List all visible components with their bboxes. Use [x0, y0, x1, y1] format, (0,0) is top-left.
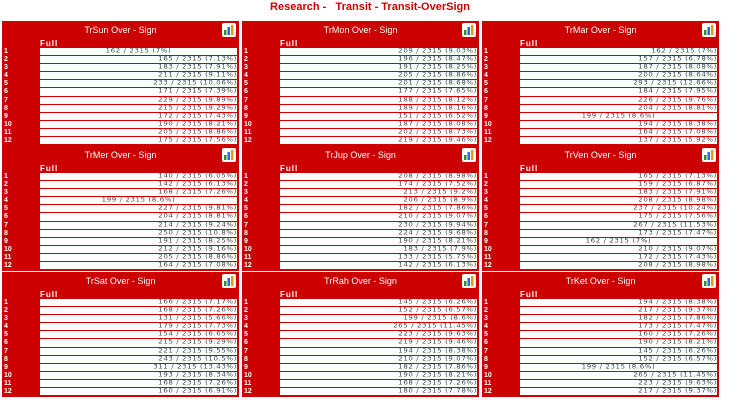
- table-row: [2, 388, 239, 396]
- row-number: 10: [484, 120, 492, 128]
- cell-value: 233 / 2315 (10.06%): [153, 79, 237, 87]
- row-number: 5: [4, 80, 8, 88]
- cell-value: 221 / 2315 (9.55%): [158, 346, 237, 354]
- table-row: [482, 262, 719, 270]
- row-number: 5: [244, 331, 248, 339]
- value-cell: [280, 388, 477, 396]
- panel-subheader: Full: [40, 164, 59, 173]
- cell-value: 190 / 2315 (8.21%): [158, 119, 237, 128]
- panel-title: TrVen Over - Sign: [564, 150, 637, 160]
- panel-3: [482, 21, 719, 146]
- row-number: 1: [484, 173, 488, 180]
- panel-title: TrSun Over - Sign: [84, 25, 157, 35]
- row-number: 9: [244, 363, 248, 371]
- cell-value: 180 / 2315 (7.78%): [398, 387, 477, 395]
- row-number: 1: [4, 299, 8, 306]
- row-number: 6: [4, 88, 8, 96]
- cell-value: 243 / 2315 (10.5%): [158, 354, 237, 362]
- cell-value: 187 / 2315 (8.08%): [398, 119, 477, 128]
- row-number: 9: [4, 237, 8, 245]
- value-cell: [520, 388, 717, 396]
- cell-value: 213 / 2315 (9.2%): [403, 188, 477, 196]
- row-number: 7: [244, 347, 248, 355]
- row-number: 2: [244, 307, 248, 315]
- row-number: 10: [244, 120, 252, 128]
- row-number: 8: [244, 229, 248, 237]
- row-number: 4: [4, 323, 8, 331]
- cell-value: 133 / 2315 (5.75%): [398, 253, 477, 261]
- cell-value: 202 / 2315 (8.73%): [398, 128, 477, 136]
- row-number: 3: [244, 315, 248, 323]
- panel-rows: [242, 173, 479, 270]
- row-number: 11: [244, 253, 252, 261]
- cell-value: 265 / 2315 (11.45%): [393, 322, 477, 330]
- panel-6: [482, 146, 719, 271]
- cell-value: 226 / 2315 (9.76%): [638, 95, 717, 103]
- cell-value: 205 / 2315 (8.86%): [158, 128, 237, 136]
- row-number: 5: [484, 80, 488, 88]
- cell-value: 223 / 2315 (9.63%): [398, 330, 477, 338]
- row-number: 12: [4, 137, 12, 145]
- row-number: 12: [244, 388, 252, 396]
- cell-value: 164 / 2315 (7.08%): [638, 128, 717, 136]
- cell-value: 199 / 2315 (8.6%): [581, 111, 656, 120]
- panel-rows: [242, 299, 479, 396]
- panel-8: [242, 272, 479, 397]
- panel-title: TrMar Over - Sign: [564, 25, 637, 35]
- row-number: 9: [4, 112, 8, 120]
- table-row: [2, 262, 239, 270]
- row-number: 11: [4, 253, 12, 261]
- panel-title: TrJup Over - Sign: [325, 150, 396, 160]
- cell-value: 140 / 2315 (6.05%): [158, 172, 237, 180]
- row-number: 4: [244, 197, 248, 205]
- cell-value: 183 / 2315 (7.91%): [158, 63, 237, 71]
- row-number: 2: [244, 181, 248, 189]
- row-number: 11: [244, 379, 252, 387]
- row-number: 10: [484, 371, 492, 379]
- cell-value: 196 / 2315 (8.47%): [398, 55, 477, 63]
- panel-subheader: Full: [40, 290, 59, 299]
- cell-value: 168 / 2315 (7.26%): [158, 379, 237, 387]
- cell-value: 142 / 2315 (6.13%): [398, 261, 477, 269]
- row-number: 12: [4, 262, 12, 270]
- cell-value: 157 / 2315 (6.78%): [638, 55, 717, 63]
- row-number: 7: [484, 96, 488, 104]
- cell-value: 199 / 2315 (8.6%): [101, 196, 176, 204]
- row-number: 12: [484, 262, 492, 270]
- row-number: 1: [244, 173, 248, 180]
- bar-chart-icon[interactable]: [222, 148, 236, 162]
- row-number: 10: [244, 245, 252, 253]
- cell-value: 171 / 2315 (7.39%): [158, 87, 237, 95]
- panel-title: TrMon Over - Sign: [323, 25, 398, 35]
- cell-value: 237 / 2315 (10.24%): [633, 204, 717, 212]
- row-number: 4: [4, 197, 8, 205]
- cell-value: 204 / 2315 (8.81%): [158, 212, 237, 220]
- row-number: 5: [484, 205, 488, 213]
- cell-value: 193 / 2315 (8.34%): [158, 370, 237, 379]
- cell-value: 199 / 2315 (8.6%): [581, 362, 656, 371]
- row-number: 6: [484, 88, 488, 96]
- row-number: 9: [4, 363, 8, 371]
- panel-4: [2, 146, 239, 271]
- table-row: [482, 388, 719, 396]
- row-number: 12: [4, 388, 12, 396]
- cell-value: 293 / 2315 (12.66%): [633, 79, 717, 87]
- cell-value: 160 / 2315 (6.91%): [158, 387, 237, 395]
- row-number: 4: [484, 197, 488, 205]
- row-number: 2: [244, 56, 248, 64]
- cell-value: 267 / 2315 (11.53%): [633, 220, 717, 228]
- row-number: 3: [484, 189, 488, 197]
- row-number: 12: [484, 388, 492, 396]
- panel-rows: [2, 173, 239, 270]
- row-number: 11: [4, 379, 12, 387]
- cell-value: 201 / 2315 (8.68%): [398, 79, 477, 87]
- row-number: 6: [484, 213, 488, 221]
- cell-value: 152 / 2315 (6.57%): [638, 354, 717, 362]
- row-number: 12: [244, 262, 252, 270]
- row-number: 10: [4, 120, 12, 128]
- panel-rows: [482, 299, 719, 396]
- row-number: 9: [484, 237, 488, 245]
- cell-value: 174 / 2315 (7.52%): [398, 180, 477, 188]
- row-number: 6: [484, 339, 488, 347]
- cell-value: 131 / 2315 (5.66%): [158, 314, 237, 322]
- row-number: 8: [4, 229, 8, 237]
- row-number: 10: [244, 371, 252, 379]
- cell-value: 162 / 2315 (7%): [105, 47, 172, 55]
- table-row: [482, 137, 719, 145]
- panel-subheader: Full: [280, 164, 299, 173]
- row-number: 11: [4, 128, 12, 136]
- cell-value: 142 / 2315 (6.13%): [158, 180, 237, 188]
- row-number: 8: [244, 355, 248, 363]
- cell-value: 190 / 2315 (8.21%): [398, 236, 477, 245]
- cell-value: 190 / 2315 (8.21%): [398, 370, 477, 379]
- cell-value: 215 / 2315 (9.29%): [158, 338, 237, 346]
- cell-value: 182 / 2315 (7.86%): [638, 314, 717, 322]
- row-number: 4: [484, 323, 488, 331]
- row-number: 3: [4, 189, 8, 197]
- value-cell: [40, 137, 237, 145]
- cell-value: 204 / 2315 (8.81%): [638, 103, 717, 111]
- cell-value: 165 / 2315 (7.13%): [158, 55, 237, 63]
- value-cell: [40, 388, 237, 396]
- table-row: [242, 262, 479, 270]
- cell-value: 191 / 2315 (8.25%): [158, 236, 237, 245]
- panel-title: TrKet Over - Sign: [565, 276, 636, 286]
- cell-value: 208 / 2315 (8.98%): [638, 261, 717, 269]
- row-number: 7: [484, 347, 488, 355]
- row-number: 1: [484, 48, 488, 55]
- page-title: Research - Transit - Transit-OverSign: [270, 1, 470, 13]
- row-number: 3: [484, 315, 488, 323]
- cell-value: 189 / 2315 (8.16%): [398, 103, 477, 111]
- row-number: 5: [244, 205, 248, 213]
- panel-title: TrRah Over - Sign: [324, 276, 397, 286]
- bar-chart-icon[interactable]: [222, 274, 236, 288]
- bar-chart-icon[interactable]: [462, 148, 476, 162]
- cell-value: 212 / 2315 (9.16%): [158, 244, 237, 253]
- panel-rows: [482, 173, 719, 270]
- row-number: 1: [4, 173, 8, 180]
- row-number: 6: [244, 213, 248, 221]
- row-number: 8: [244, 104, 248, 112]
- cell-value: 172 / 2315 (7.43%): [638, 253, 717, 261]
- panel-1: [2, 21, 239, 146]
- row-number: 6: [4, 213, 8, 221]
- cell-value: 210 / 2315 (9.07%): [398, 354, 477, 362]
- value-cell: [280, 262, 477, 270]
- row-number: 7: [484, 221, 488, 229]
- cell-value: 182 / 2315 (7.86%): [398, 362, 477, 371]
- row-number: 4: [244, 323, 248, 331]
- cell-value: 166 / 2315 (7.17%): [158, 298, 237, 306]
- row-number: 6: [244, 339, 248, 347]
- cell-value: 145 / 2315 (6.26%): [638, 346, 717, 354]
- cell-value: 165 / 2315 (7.13%): [638, 172, 717, 180]
- row-number: 6: [244, 88, 248, 96]
- cell-value: 160 / 2315 (7.26%): [638, 330, 717, 338]
- cell-value: 214 / 2315 (9.24%): [158, 220, 237, 228]
- row-number: 4: [4, 72, 8, 80]
- row-number: 7: [244, 221, 248, 229]
- row-number: 10: [4, 371, 12, 379]
- cell-value: 159 / 2315 (6.87%): [638, 180, 717, 188]
- row-number: 9: [484, 112, 488, 120]
- row-number: 2: [484, 307, 488, 315]
- cell-value: 250 / 2315 (10.8%): [158, 228, 237, 236]
- panel-subheader: Full: [520, 290, 539, 299]
- cell-value: 184 / 2315 (7.95%): [638, 87, 717, 95]
- cell-value: 217 / 2315 (9.37%): [638, 387, 717, 395]
- row-number: 3: [4, 315, 8, 323]
- row-number: 1: [244, 299, 248, 306]
- cell-value: 168 / 2315 (7.26%): [158, 188, 237, 196]
- bar-chart-icon[interactable]: [702, 274, 716, 288]
- cell-value: 230 / 2315 (9.94%): [398, 220, 477, 228]
- value-cell: [520, 262, 717, 270]
- panel-subheader: Full: [280, 290, 299, 299]
- bar-chart-icon[interactable]: [462, 23, 476, 37]
- cell-value: 175 / 2315 (7.56%): [638, 212, 717, 220]
- row-number: 8: [484, 355, 488, 363]
- panel-rows: [482, 48, 719, 145]
- cell-value: 175 / 2315 (7.56%): [158, 136, 237, 144]
- panel-subheader: Full: [520, 39, 539, 48]
- row-number: 4: [244, 72, 248, 80]
- row-number: 7: [4, 96, 8, 104]
- cell-value: 210 / 2315 (9.07%): [398, 212, 477, 220]
- cell-value: 217 / 2315 (9.37%): [638, 306, 717, 314]
- panel-title: TrSat Over - Sign: [85, 276, 156, 286]
- row-number: 3: [484, 64, 488, 72]
- row-number: 8: [484, 104, 488, 112]
- cell-value: 187 / 2315 (8.08%): [638, 63, 717, 71]
- row-number: 12: [244, 137, 252, 145]
- row-number: 9: [244, 112, 248, 120]
- cell-value: 183 / 2315 (7.91%): [638, 188, 717, 196]
- row-number: 8: [4, 104, 8, 112]
- cell-value: 194 / 2315 (8.38%): [398, 346, 477, 354]
- row-number: 9: [244, 237, 248, 245]
- cell-value: 208 / 2315 (8.98%): [398, 172, 477, 180]
- cell-value: 219 / 2315 (9.46%): [398, 136, 477, 144]
- row-number: 11: [244, 128, 252, 136]
- row-number: 2: [484, 56, 488, 64]
- cell-value: 151 / 2315 (6.52%): [398, 111, 477, 120]
- cell-value: 265 / 2315 (11.45%): [633, 370, 717, 379]
- row-number: 11: [484, 128, 492, 136]
- panel-9: [482, 272, 719, 397]
- cell-value: 205 / 2315 (8.86%): [158, 253, 237, 261]
- row-number: 12: [484, 137, 492, 145]
- row-number: 8: [4, 355, 8, 363]
- bar-chart-icon[interactable]: [462, 274, 476, 288]
- panel-7: [2, 272, 239, 397]
- row-number: 7: [244, 96, 248, 104]
- panel-title: TrMer Over - Sign: [84, 150, 157, 160]
- panel-rows: [2, 48, 239, 145]
- cell-value: 183 / 2315 (7.9%): [403, 244, 477, 253]
- value-cell: [40, 262, 237, 270]
- cell-value: 191 / 2315 (8.25%): [398, 63, 477, 71]
- cell-value: 152 / 2315 (6.57%): [398, 306, 477, 314]
- cell-value: 208 / 2315 (8.98%): [638, 196, 717, 204]
- panel-rows: [2, 299, 239, 396]
- row-number: 4: [484, 72, 488, 80]
- cell-value: 223 / 2315 (9.63%): [638, 379, 717, 387]
- cell-value: 164 / 2315 (7.08%): [158, 261, 237, 269]
- cell-value: 205 / 2315 (8.86%): [398, 71, 477, 79]
- bar-chart-icon[interactable]: [702, 23, 716, 37]
- cell-value: 154 / 2315 (6.65%): [158, 330, 237, 338]
- cell-value: 182 / 2315 (7.86%): [398, 204, 477, 212]
- cell-value: 145 / 2315 (6.26%): [398, 298, 477, 306]
- row-number: 11: [484, 253, 492, 261]
- row-number: 5: [484, 331, 488, 339]
- row-number: 8: [484, 229, 488, 237]
- panel-5: [242, 146, 479, 271]
- row-number: 3: [244, 189, 248, 197]
- table-row: [2, 137, 239, 145]
- row-number: 2: [4, 307, 8, 315]
- row-number: 6: [4, 339, 8, 347]
- cell-value: 210 / 2315 (9.07%): [638, 244, 717, 253]
- panel-subheader: Full: [520, 164, 539, 173]
- row-number: 2: [484, 181, 488, 189]
- cell-value: 227 / 2315 (9.81%): [158, 204, 237, 212]
- cell-value: 190 / 2315 (8.21%): [638, 338, 717, 346]
- cell-value: 215 / 2315 (9.29%): [158, 103, 237, 111]
- row-number: 11: [484, 379, 492, 387]
- cell-value: 229 / 2315 (9.89%): [158, 95, 237, 103]
- cell-value: 209 / 2315 (9.03%): [398, 47, 477, 55]
- value-cell: [520, 137, 717, 145]
- value-cell: [280, 137, 477, 145]
- cell-value: 194 / 2315 (8.38%): [638, 298, 717, 306]
- row-number: 10: [4, 245, 12, 253]
- bar-chart-icon[interactable]: [222, 23, 236, 37]
- row-number: 3: [244, 64, 248, 72]
- cell-value: 199 / 2315 (8.6%): [403, 314, 477, 322]
- cell-value: 162 / 2315 (7%): [585, 236, 652, 245]
- cell-value: 311 / 2315 (13.43%): [153, 362, 237, 371]
- cell-value: 173 / 2315 (7.47%): [638, 322, 717, 330]
- row-number: 7: [4, 221, 8, 229]
- panel-subheader: Full: [40, 39, 59, 48]
- cell-value: 172 / 2315 (7.43%): [158, 111, 237, 120]
- cell-value: 188 / 2315 (8.12%): [398, 95, 477, 103]
- cell-value: 211 / 2315 (9.11%): [158, 71, 237, 79]
- table-row: [242, 388, 479, 396]
- cell-value: 206 / 2315 (8.9%): [403, 196, 477, 204]
- row-number: 1: [244, 48, 248, 55]
- cell-value: 173 / 2315 (7.47%): [638, 228, 717, 236]
- row-number: 9: [484, 363, 488, 371]
- cell-value: 162 / 2315 (7%): [651, 47, 717, 55]
- panel-2: [242, 21, 479, 146]
- row-number: 1: [484, 299, 488, 306]
- row-number: 5: [4, 331, 8, 339]
- row-number: 10: [484, 245, 492, 253]
- cell-value: 179 / 2315 (7.73%): [158, 322, 237, 330]
- panel-rows: [242, 48, 479, 145]
- cell-value: 224 / 2315 (9.68%): [398, 228, 477, 236]
- panel-subheader: Full: [280, 39, 299, 48]
- cell-value: 177 / 2315 (7.65%): [398, 87, 477, 95]
- cell-value: 137 / 2315 (5.92%): [638, 136, 717, 144]
- cell-value: 219 / 2315 (9.46%): [398, 338, 477, 346]
- cell-value: 168 / 2315 (7.26%): [158, 306, 237, 314]
- row-number: 5: [244, 80, 248, 88]
- row-number: 1: [4, 48, 8, 55]
- row-number: 7: [4, 347, 8, 355]
- bar-chart-icon[interactable]: [702, 148, 716, 162]
- row-number: 2: [4, 181, 8, 189]
- cell-value: 200 / 2315 (8.64%): [638, 71, 717, 79]
- row-number: 3: [4, 64, 8, 72]
- cell-value: 194 / 2315 (8.38%): [638, 119, 717, 128]
- table-row: [242, 137, 479, 145]
- cell-value: 168 / 2315 (7.26%): [398, 379, 477, 387]
- row-number: 2: [4, 56, 8, 64]
- row-number: 5: [4, 205, 8, 213]
